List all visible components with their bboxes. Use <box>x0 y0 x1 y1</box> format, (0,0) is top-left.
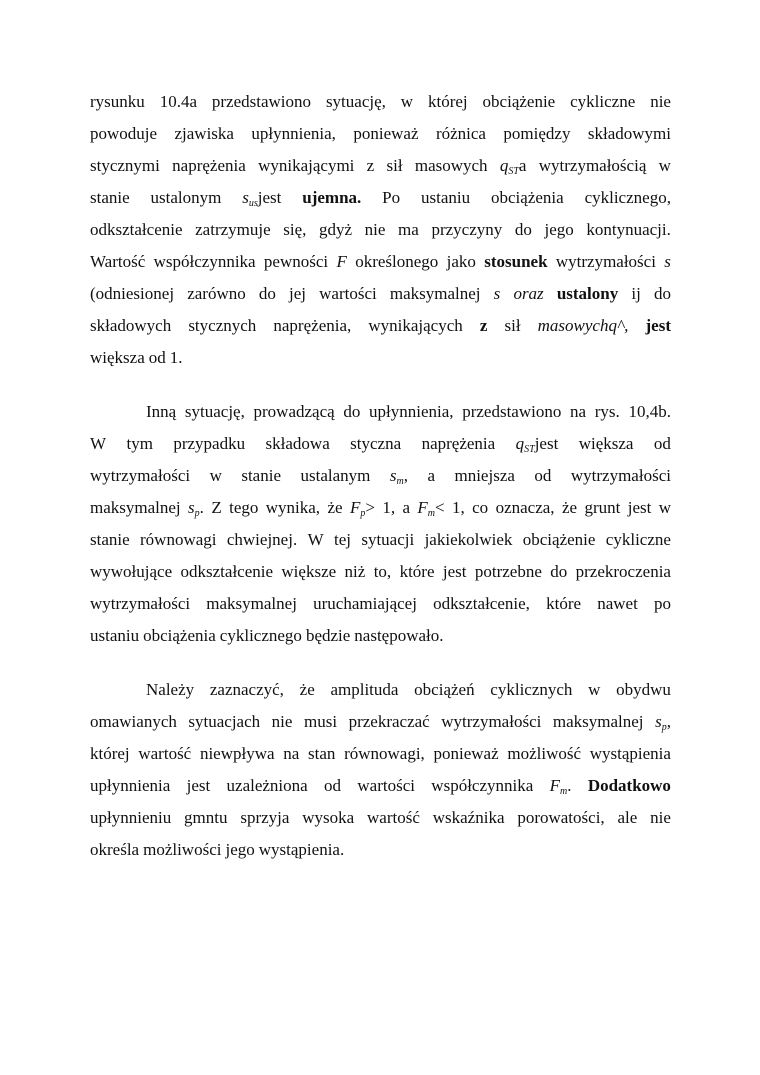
word: mniejsza <box>454 466 515 485</box>
word: uruchamiającej <box>313 594 417 613</box>
word: możliwości <box>143 840 222 859</box>
word: z <box>479 316 488 335</box>
word: jego <box>544 220 574 239</box>
word: będzie <box>305 626 351 645</box>
word: prowadzącą <box>253 402 335 421</box>
word: równowagi <box>140 530 217 549</box>
word: ustalanym <box>300 466 371 485</box>
word: jego <box>225 840 255 859</box>
word: niż <box>344 562 366 581</box>
word: $F_m$. <box>549 776 572 797</box>
word: ponieważ <box>353 124 419 143</box>
word: jest <box>442 562 467 581</box>
word: cyklicznego, <box>584 188 671 207</box>
word: sił <box>386 156 403 175</box>
word: cyklicznego <box>219 626 302 645</box>
word: składowych <box>90 316 172 335</box>
word: jako <box>446 252 476 271</box>
word: Po <box>382 188 401 207</box>
word: że <box>327 498 343 517</box>
word: obciążenia <box>143 626 216 645</box>
word: współczynnika <box>431 776 534 795</box>
word: ustaniu <box>90 626 140 645</box>
word: stycznymi <box>90 156 160 175</box>
word: jest <box>645 316 671 335</box>
word: uzależniona <box>226 776 308 795</box>
paragraph-1-line-8 <box>90 316 671 336</box>
word: od <box>534 466 552 485</box>
word: na <box>283 744 300 763</box>
word: a <box>402 498 410 517</box>
word: maksymalnej <box>90 498 181 517</box>
word: gmntu <box>184 808 228 827</box>
word: 1. <box>169 348 183 367</box>
word: nie <box>650 808 671 827</box>
word: Dodatkowo <box>587 776 671 795</box>
word: masowych <box>414 156 488 175</box>
word: od <box>653 434 671 453</box>
word: składowa <box>265 434 330 453</box>
word: naprężenia <box>421 434 496 453</box>
paragraph-1-line-4 <box>90 188 671 208</box>
word: $s_p$, <box>655 712 671 733</box>
word: 10.4a <box>159 92 197 111</box>
paragraph-1-line-3 <box>90 156 671 176</box>
word: większa <box>90 348 145 367</box>
word: $q_{ST}a$ <box>499 156 527 177</box>
word: w <box>400 92 414 111</box>
paragraph-3-line-5 <box>90 808 671 828</box>
word: nie <box>650 92 671 111</box>
word: odkształcenie, <box>433 594 530 613</box>
word: stanie <box>241 466 281 485</box>
word: rysunku <box>90 92 145 111</box>
word: rys. <box>594 402 620 421</box>
word: co <box>472 498 489 517</box>
word: $q_{ST}jest$ <box>515 434 559 455</box>
word: wytrzymałością <box>538 156 647 175</box>
word: maksymalnej <box>389 284 481 303</box>
word: nie <box>271 712 293 731</box>
paragraph-2-line-5 <box>90 530 671 550</box>
paragraph-2-line-1 <box>146 402 671 422</box>
word: Z <box>211 498 222 517</box>
word: do <box>343 402 361 421</box>
word: cyklicznych <box>490 680 573 699</box>
word: wystąpienia. <box>258 840 345 859</box>
word: zaznaczyć, <box>209 680 284 699</box>
word: ujemna. <box>302 188 362 207</box>
word: współczynnika <box>153 252 256 271</box>
word: równowagi, <box>344 744 425 763</box>
word: W <box>307 530 324 549</box>
word: w <box>588 680 601 699</box>
word: jest <box>186 776 211 795</box>
paragraph-1-line-1 <box>90 92 671 112</box>
word: nie <box>364 220 386 239</box>
word: wartość <box>138 744 192 763</box>
word: wytrzymałości <box>570 466 671 485</box>
word: różnica <box>435 124 486 143</box>
paragraph-2-line-4 <box>90 498 671 518</box>
word: zjawiska <box>174 124 234 143</box>
word: której <box>90 744 130 763</box>
word: sytuację, <box>184 402 245 421</box>
paragraph-2-line-7 <box>90 594 671 614</box>
word: cykliczne <box>570 92 636 111</box>
word: wywołujące <box>90 562 173 581</box>
paragraph-2-line-3 <box>90 466 671 486</box>
paragraph-1-line-6 <box>90 252 671 272</box>
word: sił <box>504 316 521 335</box>
word: maksymalnej <box>206 594 297 613</box>
word: stanie <box>90 530 130 549</box>
word: tego <box>229 498 259 517</box>
word: po <box>654 594 671 613</box>
word: pomiędzy <box>503 124 571 143</box>
word: sprzyja <box>240 808 290 827</box>
word: gdyż <box>319 220 353 239</box>
word: wytrzymałości <box>555 252 656 271</box>
word: w <box>209 466 222 485</box>
word: W <box>90 434 107 453</box>
paragraph-3-line-4 <box>90 776 671 796</box>
word: stosunek <box>484 252 548 271</box>
word: większe <box>281 562 337 581</box>
word: stan <box>307 744 336 763</box>
word: przedstawiono <box>462 402 562 421</box>
word: sytuację, <box>325 92 386 111</box>
word: naprężenia, <box>273 316 352 335</box>
word: naprężenia <box>172 156 246 175</box>
word: tym <box>126 434 153 453</box>
word: ma <box>398 220 419 239</box>
paragraph-3-line-1 <box>146 680 671 700</box>
word: powoduje <box>90 124 158 143</box>
word: omawianych <box>90 712 177 731</box>
word: zatrzymuje <box>195 220 271 239</box>
word: F <box>336 252 347 271</box>
paragraph-2-line-8 <box>90 626 671 646</box>
word: to, <box>373 562 392 581</box>
word: wartości <box>319 284 377 303</box>
word: jej <box>289 284 306 303</box>
word: niewpływa <box>199 744 275 763</box>
word: że <box>299 680 315 699</box>
word: przyczyny <box>431 220 503 239</box>
word: do <box>514 220 532 239</box>
word: $s_p$. <box>188 498 204 519</box>
word: określa <box>90 840 140 859</box>
word: oznacza, <box>495 498 555 517</box>
word: wynikającymi <box>258 156 355 175</box>
word: obciążeń <box>414 680 475 699</box>
paragraph-1-line-7 <box>90 284 671 304</box>
word: przekraczać <box>348 712 430 731</box>
word: określonego <box>355 252 439 271</box>
word: odkształcenie <box>90 220 183 239</box>
word: stanie <box>90 188 130 207</box>
word: większa <box>578 434 634 453</box>
word: wysoka <box>302 808 355 827</box>
word: $s_{us}jest$ <box>242 188 282 209</box>
word: ustalonym <box>150 188 222 207</box>
word: które <box>399 562 435 581</box>
word: obciążenia <box>491 188 564 207</box>
word: się, <box>283 220 307 239</box>
word: musi <box>303 712 338 731</box>
paragraph-3-line-6 <box>90 840 671 860</box>
word: amplituda <box>330 680 399 699</box>
word: Inną <box>146 402 177 421</box>
word: w <box>658 498 671 517</box>
word: ustalony <box>556 284 619 303</box>
word: pewności <box>263 252 329 271</box>
word: tej <box>333 530 351 549</box>
word: $s_m$, <box>389 466 408 487</box>
word: wynikających <box>368 316 463 335</box>
word: upłynnienia, <box>251 124 336 143</box>
word: w <box>658 156 671 175</box>
paragraph-1-line-2 <box>90 124 671 144</box>
word: s <box>664 252 671 271</box>
word: stycznych <box>188 316 257 335</box>
word: wytrzymałości <box>441 712 542 731</box>
word: możliwość <box>507 744 582 763</box>
word: 10,4b. <box>628 402 671 421</box>
paragraph-1-line-9 <box>90 348 671 368</box>
word: ij <box>631 284 641 303</box>
word: a <box>427 466 435 485</box>
word: które <box>546 594 582 613</box>
word: do <box>653 284 671 303</box>
paragraph-3-line-3 <box>90 744 671 764</box>
word: maksymalnej <box>552 712 644 731</box>
word: od <box>324 776 342 795</box>
word: jest <box>627 498 652 517</box>
word: składowymi <box>587 124 671 143</box>
word: porowatości, <box>517 808 605 827</box>
word: obciążenie <box>482 92 556 111</box>
word: s <box>493 284 501 303</box>
word: chwiejnej. <box>226 530 298 549</box>
word: wartość <box>367 808 420 827</box>
word: cykliczne <box>605 530 671 549</box>
word: przypadku <box>173 434 246 453</box>
word: przekroczenia <box>575 562 671 581</box>
word: od <box>148 348 166 367</box>
word: (odniesionej <box>90 284 175 303</box>
word: $F_m<$ <box>417 498 445 519</box>
word: że <box>561 498 578 517</box>
word: do <box>258 284 276 303</box>
word: wynika, <box>265 498 321 517</box>
word: Należy <box>146 680 195 699</box>
paragraph-1-line-5 <box>90 220 671 240</box>
paragraph-3-line-2 <box>90 712 671 732</box>
word: sytuacjach <box>188 712 261 731</box>
word: 1, <box>382 498 396 517</box>
word: jakiekolwiek <box>424 530 513 549</box>
word: upłynnieniu <box>90 808 172 827</box>
word: z <box>366 156 375 175</box>
word: wystąpienia <box>589 744 671 763</box>
word: upłynnienia <box>90 776 171 795</box>
word: do <box>550 562 568 581</box>
paragraph-2-line-2 <box>90 434 671 454</box>
word: upłynnienia, <box>369 402 454 421</box>
word: kontynuacji. <box>586 220 671 239</box>
word: odkształcenie <box>180 562 274 581</box>
word: wartości <box>357 776 415 795</box>
word: sytuacji <box>361 530 415 549</box>
word: $F_p>$ <box>349 498 375 519</box>
word: obydwu <box>616 680 671 699</box>
word: następowało. <box>354 626 444 645</box>
word: wytrzymałości <box>90 594 191 613</box>
word: przedstawiono <box>211 92 312 111</box>
word: styczna <box>350 434 402 453</box>
word: oraz <box>513 284 544 303</box>
word: potrzebne <box>474 562 542 581</box>
word: na <box>570 402 587 421</box>
word: zarówno <box>187 284 246 303</box>
word: ustaniu <box>421 188 471 207</box>
word: Wartość <box>90 252 146 271</box>
word: której <box>427 92 468 111</box>
word: ale <box>617 808 638 827</box>
word: masowychq^, <box>537 316 629 335</box>
word: wskaźnika <box>432 808 505 827</box>
word: ponieważ <box>433 744 499 763</box>
word: grunt <box>584 498 621 517</box>
word: 1, <box>452 498 465 517</box>
paragraph-2-line-6 <box>90 562 671 582</box>
word: nawet <box>597 594 638 613</box>
word: wytrzymałości <box>90 466 191 485</box>
word: obciążenie <box>522 530 596 549</box>
